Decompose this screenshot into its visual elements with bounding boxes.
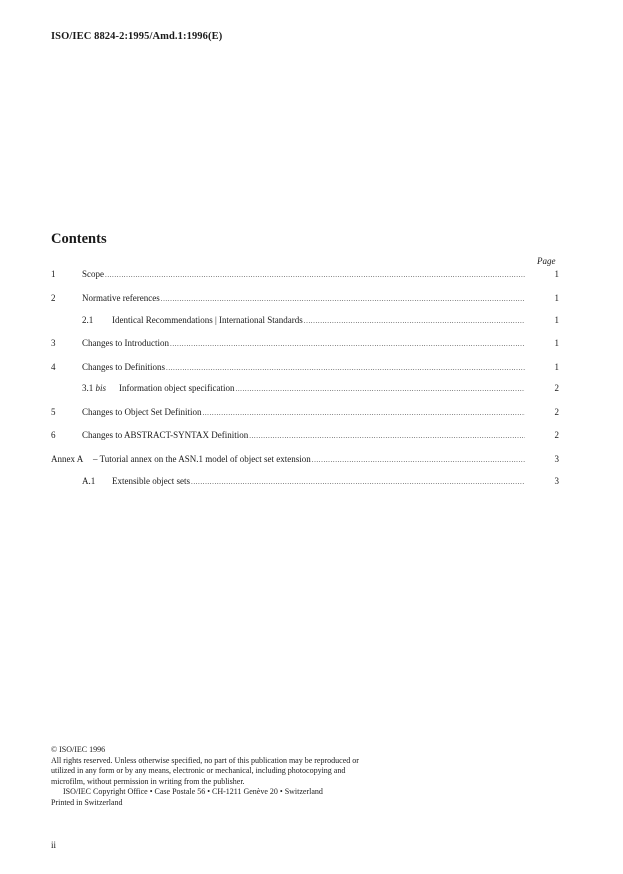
rights-statement-line: microfilm, without permission in writing from the publisher. bbox=[51, 776, 245, 786]
toc-entry-identical-recommendations[interactable] bbox=[51, 314, 559, 326]
copyright-notice bbox=[51, 745, 431, 808]
toc-entry-page: 2 bbox=[554, 407, 559, 417]
toc-entry-changes-object-set-definition[interactable] bbox=[51, 406, 559, 418]
leader-dots bbox=[202, 407, 525, 419]
contents-heading: Contents bbox=[51, 231, 107, 247]
toc-entry-title: Extensible object sets bbox=[112, 476, 190, 486]
rights-statement-line: utilized in any form or by any means, electronic or mechanical, including photocopying and bbox=[51, 766, 346, 775]
toc-entry-number: 1 bbox=[51, 269, 56, 279]
copyright-office-address: ISO/IEC Copyright Office • Case Postale 56 • CH-1211 Genève 20 • Switzerland bbox=[63, 787, 323, 796]
printed-in: Printed in Switzerland bbox=[51, 797, 123, 807]
toc-entry-page: 3 bbox=[554, 476, 559, 486]
toc-entry-page: 1 bbox=[554, 269, 559, 279]
toc-entry-number: 3.1 bbox=[82, 383, 94, 393]
toc-entry-title: Changes to Definitions bbox=[82, 362, 165, 372]
toc-entry-title: Changes to Introduction bbox=[82, 338, 169, 348]
leader-dots bbox=[170, 338, 525, 350]
toc-entry-title: Changes to ABSTRACT-SYNTAX Definition bbox=[82, 430, 249, 440]
toc-entry-extensible-object-sets[interactable] bbox=[51, 475, 559, 487]
toc-entry-number: 3 bbox=[51, 338, 56, 348]
toc-entry-changes-abstract-syntax[interactable] bbox=[51, 429, 559, 441]
toc-entry-page: 3 bbox=[554, 454, 559, 464]
leader-dots bbox=[105, 269, 525, 281]
leader-dots bbox=[312, 454, 525, 466]
page-column-label: Page bbox=[537, 256, 556, 266]
toc-entry-number: 2 bbox=[51, 293, 56, 303]
toc-entry-title: – Tutorial annex on the ASN.1 model of object set extension bbox=[93, 454, 311, 464]
toc-entry-page: 1 bbox=[554, 362, 559, 372]
toc-entry-information-object-specification[interactable] bbox=[51, 382, 559, 394]
toc-entry-number: 6 bbox=[51, 430, 56, 440]
document-identifier: ISO/IEC 8824-2:1995/Amd.1:1996(E) bbox=[51, 31, 223, 42]
toc-entry-number: Annex A bbox=[51, 454, 84, 464]
rights-statement-line: All rights reserved. Unless otherwise specified, no part of this publication may be reproduced or bbox=[51, 755, 359, 765]
toc-entry-number: 2.1 bbox=[82, 315, 94, 325]
toc-entry-page: 2 bbox=[554, 430, 559, 440]
toc-entry-page: 2 bbox=[554, 383, 559, 393]
leader-dots bbox=[161, 293, 525, 305]
page-number: ii bbox=[51, 840, 57, 850]
toc-entry-normative-references[interactable] bbox=[51, 292, 559, 304]
toc-entry-title: Changes to Object Set Definition bbox=[82, 407, 202, 417]
toc-entry-page: 1 bbox=[554, 315, 559, 325]
toc-entry-number: A.1 bbox=[82, 476, 96, 486]
leader-dots bbox=[191, 476, 525, 488]
toc-entry-annex-a[interactable] bbox=[51, 453, 559, 465]
toc-entry-number: 5 bbox=[51, 407, 56, 417]
leader-dots bbox=[166, 362, 525, 374]
toc-entry-number: 4 bbox=[51, 362, 56, 372]
toc-entry-title: Information object specification bbox=[119, 383, 235, 393]
toc-entry-title: Normative references bbox=[82, 293, 160, 303]
toc-entry-changes-definitions[interactable] bbox=[51, 361, 559, 373]
leader-dots bbox=[304, 315, 525, 327]
copyright-line: © ISO/IEC 1996 bbox=[51, 745, 106, 754]
leader-dots bbox=[235, 383, 525, 395]
leader-dots bbox=[249, 430, 525, 442]
toc-entry-changes-introduction[interactable] bbox=[51, 337, 559, 349]
toc-entry-page: 1 bbox=[554, 338, 559, 348]
toc-entry-number-suffix: bis bbox=[95, 383, 107, 393]
toc-entry-page: 1 bbox=[554, 293, 559, 303]
toc-entry-title: Scope bbox=[82, 269, 104, 279]
toc-entry-title: Identical Recommendations | International Standards bbox=[112, 315, 303, 325]
toc-entry-scope[interactable] bbox=[51, 268, 559, 280]
